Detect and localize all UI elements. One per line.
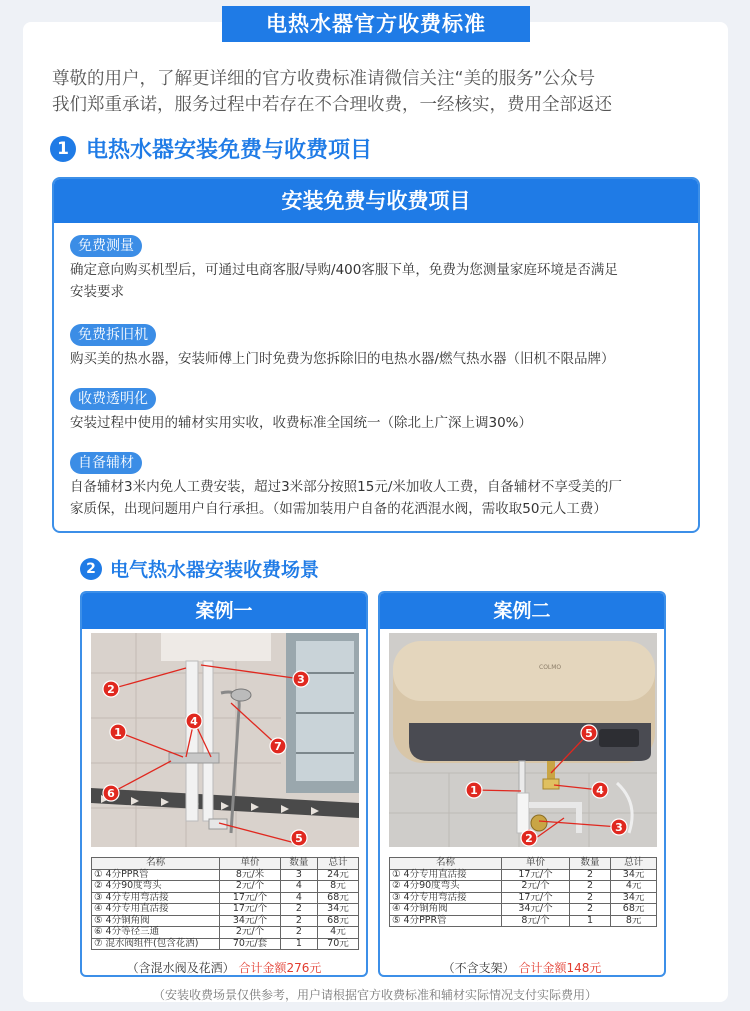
cell: 70元/套 (220, 938, 281, 950)
desc-line: 购买美的热水器，安装师傅上门时免费为您拆除旧的电热水器/燃气热水器（旧机不限品牌） (70, 351, 615, 367)
cell: 8元 (317, 881, 358, 893)
cell: ② 4分90度弯头 (390, 881, 502, 893)
callout-marker-3 (293, 671, 309, 687)
cell: 8元/个 (502, 915, 570, 927)
cell: 68元 (317, 892, 358, 904)
intro-text (52, 66, 712, 118)
fee-item (70, 324, 690, 370)
callout-marker-1 (466, 782, 482, 798)
table-row (92, 892, 359, 904)
parts-table (389, 857, 657, 927)
section-title: 电热水器安装免费与收费项目 (86, 138, 373, 163)
cell: 68元 (611, 904, 657, 916)
total-amount: 合计金额148元 (518, 961, 602, 975)
cell: ⑦ 混水阀组件(包含花洒) (92, 938, 220, 950)
cell: 3 (280, 869, 317, 881)
cell: 17元/个 (502, 869, 570, 881)
cell: ⑤ 4分PPR管 (390, 915, 502, 927)
callout-marker-1 (110, 724, 126, 740)
marker-label: 7 (274, 740, 282, 753)
cell: 34元/个 (220, 915, 281, 927)
cell: ③ 4分专用弯活接 (92, 892, 220, 904)
case-title: 案例一 (82, 593, 366, 629)
cell: 8元/米 (220, 869, 281, 881)
section-2-heading (80, 555, 319, 582)
case-card-2 (378, 591, 666, 977)
cell: ⑥ 4分等径三通 (92, 927, 220, 939)
fee-item-tag: 自备辅材 (70, 452, 142, 474)
table-row (92, 938, 359, 950)
callout-marker-5 (291, 830, 307, 846)
intro-line: 我们郑重承诺，服务过程中若存在不合理收费，一经核实，费用全部返还 (52, 95, 612, 115)
case-total (380, 959, 664, 976)
parts-table (91, 857, 359, 950)
cell: 17元/个 (502, 892, 570, 904)
cell: 2 (569, 904, 610, 916)
fee-item-desc (70, 476, 690, 520)
table-row (390, 915, 657, 927)
table-row (92, 904, 359, 916)
cell: 17元/个 (220, 892, 281, 904)
column-header: 数量 (569, 858, 610, 870)
marker-label: 2 (107, 683, 115, 696)
marker-label: 3 (297, 673, 305, 686)
cell: 2 (280, 927, 317, 939)
fee-items-panel (52, 177, 700, 533)
table-row (390, 892, 657, 904)
fee-item-desc (70, 348, 690, 370)
fee-item-tag: 免费测量 (70, 235, 142, 257)
callout-marker-2 (103, 681, 119, 697)
cell: 70元 (317, 938, 358, 950)
marker-label: 4 (596, 784, 604, 797)
table-row (92, 881, 359, 893)
section-number-badge: 1 (50, 136, 76, 162)
cell: 34元 (317, 904, 358, 916)
fee-item-desc (70, 259, 690, 303)
cell: 2 (280, 904, 317, 916)
page-title: 电热水器官方收费标准 (222, 6, 530, 42)
callout-marker-2 (521, 830, 537, 846)
cell: ④ 4分专用直活接 (92, 904, 220, 916)
cell: ① 4分专用直活接 (390, 869, 502, 881)
svg-text:COLMO: COLMO (539, 664, 562, 671)
section-number-badge: 2 (80, 558, 102, 580)
cell: ② 4分90度弯头 (92, 881, 220, 893)
section-1-heading (50, 133, 372, 164)
cell: 8元 (611, 915, 657, 927)
fee-item-tag: 收费透明化 (70, 388, 156, 410)
marker-label: 4 (190, 715, 198, 728)
table-row (390, 881, 657, 893)
fee-item (70, 452, 690, 520)
cell: 68元 (317, 915, 358, 927)
case-title: 案例二 (380, 593, 664, 629)
table-row (92, 869, 359, 881)
cell: 24元 (317, 869, 358, 881)
cell: 34元 (611, 869, 657, 881)
footnote: （安装收费场景仅供参考，用户请根据官方收费标准和辅材实际情况支付实际费用） (152, 988, 597, 1002)
cell: 2元/个 (220, 927, 281, 939)
cell: 2 (569, 869, 610, 881)
marker-label: 6 (107, 787, 115, 800)
case-card-1 (80, 591, 368, 977)
callout-marker-6 (103, 785, 119, 801)
cell: 4 (280, 881, 317, 893)
column-header: 名称 (390, 858, 502, 870)
total-amount: 合计金额276元 (238, 961, 322, 975)
callout-marker-4 (186, 713, 202, 729)
table-row (92, 927, 359, 939)
cell: 34元/个 (502, 904, 570, 916)
desc-line: 确定意向购买机型后，可通过电商客服/导购/400客服下单，免费为您测量家庭环境是否满足 (70, 262, 618, 278)
cell: 1 (280, 938, 317, 950)
column-header: 总计 (317, 858, 358, 870)
installation-photo-bathroom (91, 633, 359, 847)
desc-line: 安装过程中使用的辅材实用实收，收费标准全国统一（除北上广深上调30%） (70, 415, 533, 431)
marker-label: 2 (525, 832, 533, 845)
callout-marker-3 (611, 819, 627, 835)
column-header: 总计 (611, 858, 657, 870)
cell: 1 (569, 915, 610, 927)
fee-item (70, 388, 690, 434)
callout-marker-7 (270, 738, 286, 754)
panel-title: 安装免费与收费项目 (54, 179, 698, 223)
table-row (390, 869, 657, 881)
cell: 2 (569, 892, 610, 904)
cell: ④ 4分铜角阀 (390, 904, 502, 916)
desc-line: 家质保，出现问题用户自行承担。（如需加装用户自备的花洒混水阀，需收取50元人工费） (70, 501, 607, 517)
marker-label: 1 (470, 784, 478, 797)
desc-line: 安装要求 (70, 284, 124, 300)
cell: 2元/个 (502, 881, 570, 893)
table-row (92, 915, 359, 927)
column-header: 单价 (220, 858, 281, 870)
callout-marker-4 (592, 782, 608, 798)
intro-line: 尊敬的用户，了解更详细的官方收费标准请微信关注“美的服务”公众号 (52, 69, 596, 89)
cell: 4元 (611, 881, 657, 893)
case-note: （含混水阀及花洒） (126, 961, 235, 975)
column-header: 单价 (502, 858, 570, 870)
cell: ③ 4分专用弯活接 (390, 892, 502, 904)
cell: 4元 (317, 927, 358, 939)
cell: 4 (280, 892, 317, 904)
section-title: 电气热水器安装收费场景 (110, 559, 320, 581)
case-note: （不含支架） (442, 961, 515, 975)
fee-item-desc (70, 412, 690, 434)
cell: 2 (280, 915, 317, 927)
marker-label: 5 (585, 727, 593, 740)
cell: ⑤ 4分铜角阀 (92, 915, 220, 927)
cell: 34元 (611, 892, 657, 904)
cell: 2 (569, 881, 610, 893)
fee-item-tag: 免费拆旧机 (70, 324, 156, 346)
marker-label: 3 (615, 821, 623, 834)
column-header: 名称 (92, 858, 220, 870)
marker-label: 1 (114, 726, 122, 739)
table-row (390, 904, 657, 916)
cell: ① 4分PPR管 (92, 869, 220, 881)
case-total (82, 959, 366, 976)
cell: 2元/个 (220, 881, 281, 893)
fee-item (70, 235, 690, 303)
cell: 17元/个 (220, 904, 281, 916)
installation-photo-heater (389, 633, 657, 847)
marker-label: 5 (295, 832, 303, 845)
column-header: 数量 (280, 858, 317, 870)
desc-line: 自备辅材3米内免人工费安装，超过3米部分按照15元/米加收人工费，自备辅材不享受美的厂 (70, 479, 622, 495)
callout-marker-5 (581, 725, 597, 741)
